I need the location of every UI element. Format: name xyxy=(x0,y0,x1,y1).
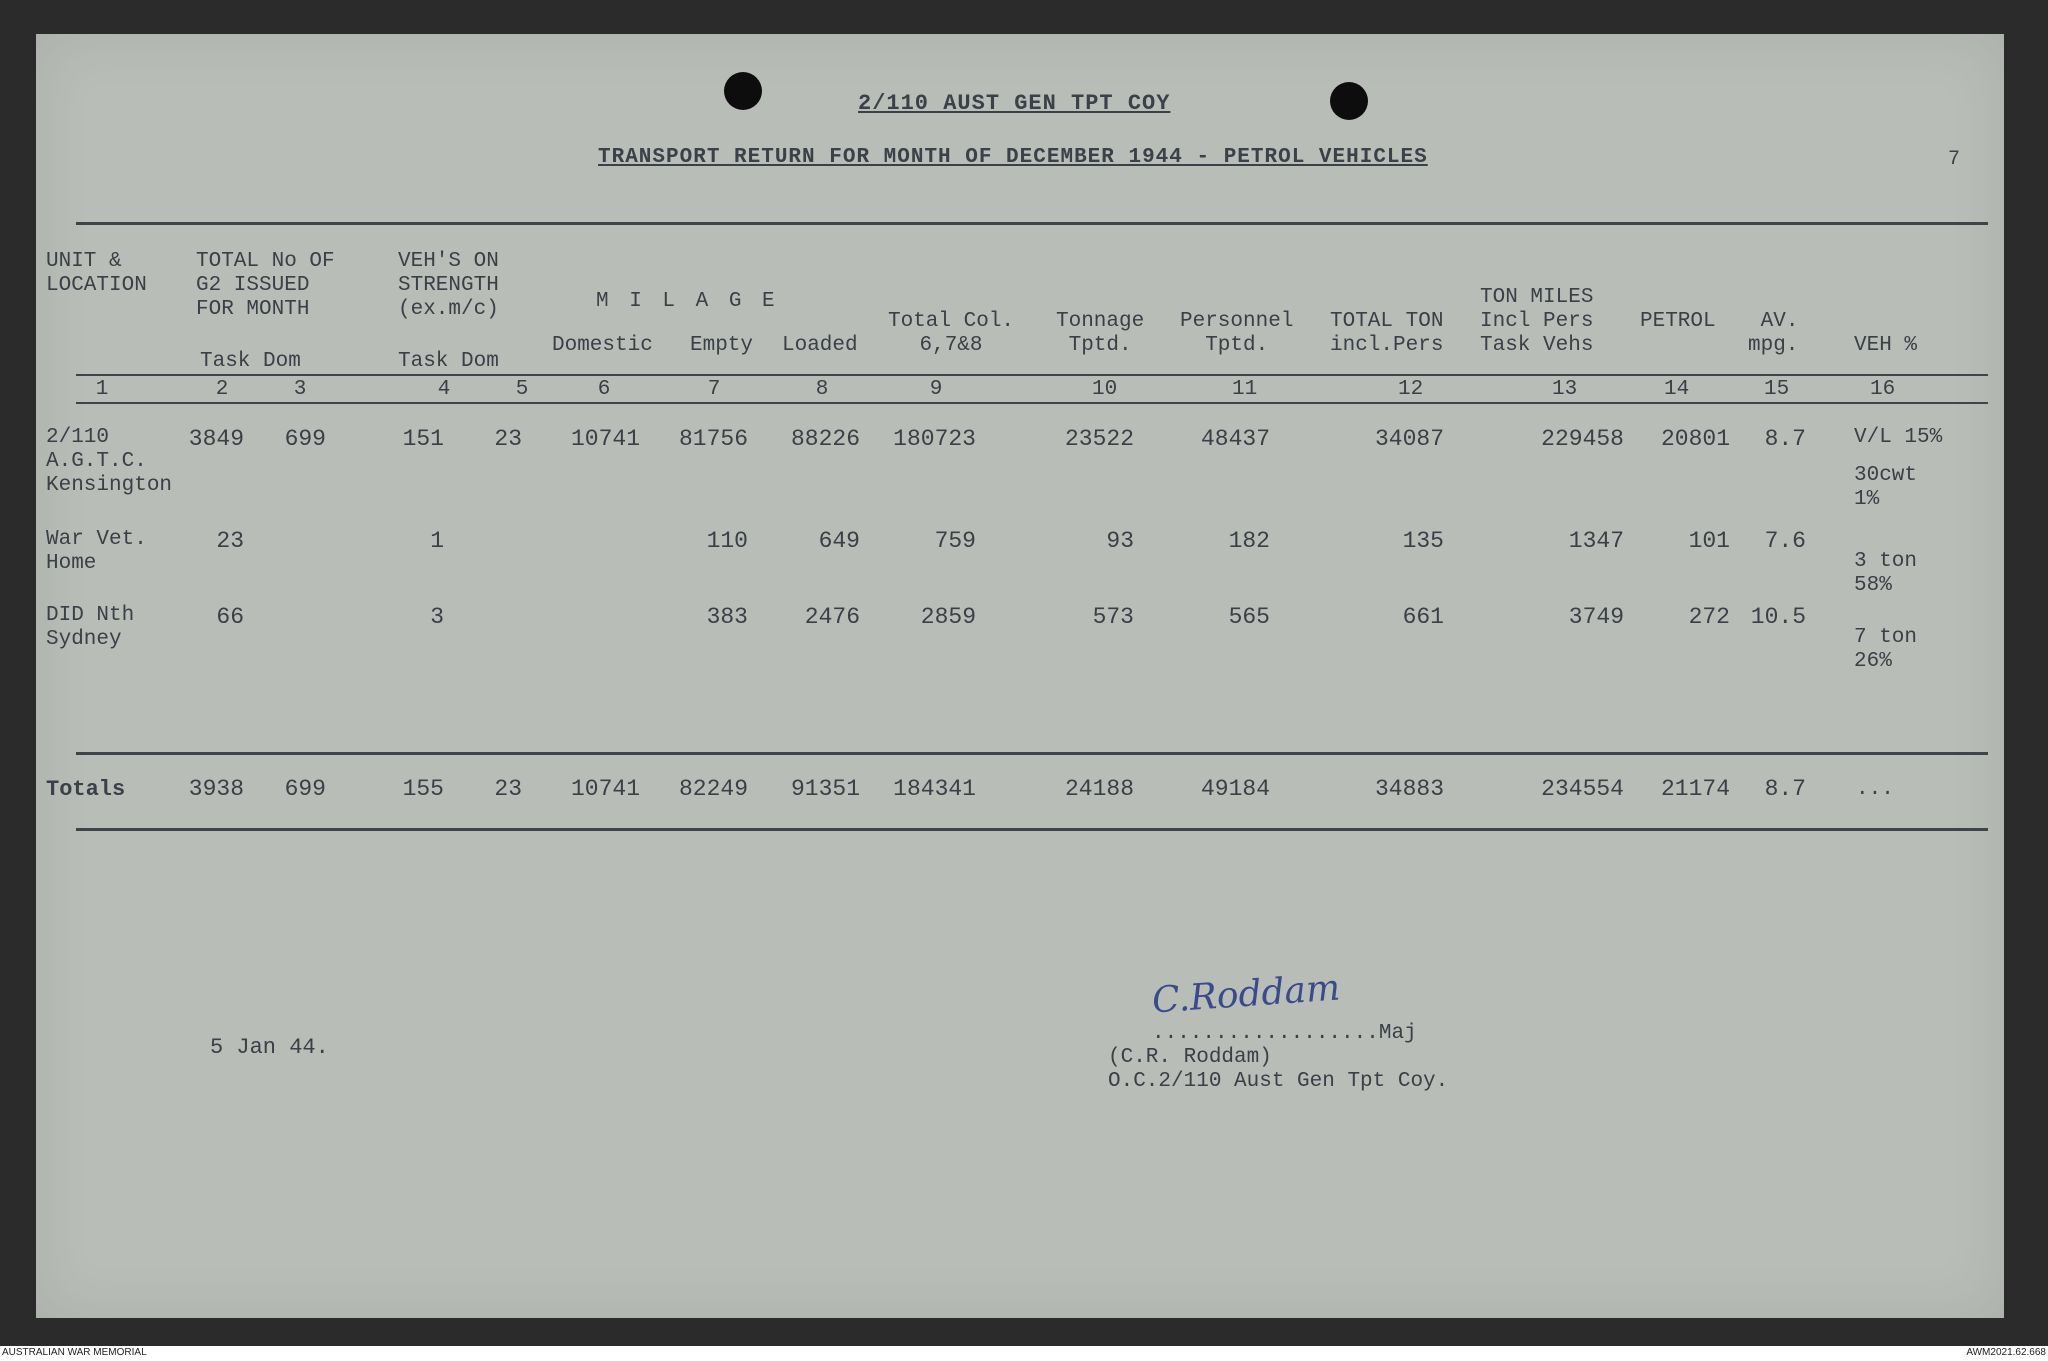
header-bottom-rule xyxy=(76,402,1988,404)
header-unit: UNIT & LOCATION xyxy=(46,250,147,297)
column-number: 1 xyxy=(95,378,109,401)
header-personnel: Personnel Tptd. xyxy=(1180,310,1294,357)
footer-right: AWM2021.62.668 xyxy=(1966,1347,2046,1358)
punch-hole-right xyxy=(1330,82,1368,120)
total-petrol: 21174 xyxy=(1660,776,1730,802)
total-total-col: 184341 xyxy=(893,776,976,802)
total-g2-task: 3938 xyxy=(188,776,244,802)
total-loaded: 91351 xyxy=(790,776,860,802)
column-number: 2 xyxy=(215,378,229,401)
column-number: 8 xyxy=(815,378,829,401)
total-veh-pct: ... xyxy=(1856,778,1894,801)
cell-mpg: 8.7 xyxy=(1764,426,1806,452)
total-veh-task: 155 xyxy=(402,776,444,802)
cell-g2-dom: 699 xyxy=(284,426,326,452)
header-task-dom-b: Task Dom xyxy=(398,350,499,373)
cell-g2-task: 66 xyxy=(216,604,244,630)
header-task-dom-a: Task Dom xyxy=(200,350,301,373)
cell-petrol: 101 xyxy=(1688,528,1730,554)
cell-loaded: 88226 xyxy=(790,426,860,452)
header-ton-miles: TON MILES Incl Pers Task Vehs xyxy=(1480,286,1594,357)
row-unit: 2/110 A.G.T.C. Kensington xyxy=(46,426,173,497)
cell-petrol: 272 xyxy=(1688,604,1730,630)
cell-personnel: 565 xyxy=(1228,604,1270,630)
cell-total-ton: 661 xyxy=(1402,604,1444,630)
header-milage: M I L A G E xyxy=(596,290,779,313)
column-number: 10 xyxy=(1092,378,1118,401)
cell-ton-miles: 1347 xyxy=(1568,528,1624,554)
header-loaded: Loaded xyxy=(782,334,858,357)
row-veh-pct: V/L 15% 30cwt 1% xyxy=(1854,426,1943,511)
row-veh-pct: 7 ton 26% xyxy=(1854,626,1918,673)
cell-tonnage: 93 xyxy=(1106,528,1134,554)
cell-g2-task: 23 xyxy=(216,528,244,554)
signatory-name: (C.R. Roddam) xyxy=(1108,1046,1272,1069)
document-page xyxy=(36,34,2004,1318)
header-domestic: Domestic xyxy=(552,334,653,357)
header-empty: Empty xyxy=(690,334,754,357)
column-number: 12 xyxy=(1398,378,1424,401)
column-number: 16 xyxy=(1870,378,1896,401)
document-subtitle: TRANSPORT RETURN FOR MONTH OF DECEMBER 1944 - PETROL VEHICLES xyxy=(598,146,1428,169)
cell-veh-task: 3 xyxy=(430,604,444,630)
cell-total-col: 180723 xyxy=(893,426,976,452)
cell-total-ton: 34087 xyxy=(1374,426,1444,452)
archive-footer xyxy=(0,1346,2048,1361)
column-number: 15 xyxy=(1764,378,1790,401)
cell-loaded: 649 xyxy=(818,528,860,554)
total-mpg: 8.7 xyxy=(1764,776,1806,802)
column-number: 6 xyxy=(597,378,611,401)
cell-mpg: 10.5 xyxy=(1750,604,1806,630)
header-top-rule xyxy=(76,222,1988,225)
header-total-col: Total Col. 6,7&8 xyxy=(888,310,1015,357)
cell-empty: 383 xyxy=(706,604,748,630)
total-empty: 82249 xyxy=(678,776,748,802)
column-number: 7 xyxy=(707,378,721,401)
cell-petrol: 20801 xyxy=(1660,426,1730,452)
document-date: 5 Jan 44. xyxy=(210,1035,329,1060)
header-vehs: VEH'S ON STRENGTH (ex.m/c) xyxy=(398,250,499,321)
signatory-position: O.C.2/110 Aust Gen Tpt Coy. xyxy=(1108,1070,1449,1093)
header-av-mpg: AV. mpg. xyxy=(1748,310,1799,357)
punch-hole-left xyxy=(724,72,762,110)
cell-g2-task: 3849 xyxy=(188,426,244,452)
handwritten-signature: C.Roddam xyxy=(1150,967,1342,1022)
column-number: 13 xyxy=(1552,378,1578,401)
margin-mark: 7 xyxy=(1948,148,1961,171)
cell-total-ton: 135 xyxy=(1402,528,1444,554)
cell-empty: 81756 xyxy=(678,426,748,452)
header-total-g2: TOTAL No OF G2 ISSUED FOR MONTH xyxy=(196,250,335,321)
cell-ton-miles: 229458 xyxy=(1541,426,1624,452)
header-total-ton: TOTAL TON incl.Pers xyxy=(1330,310,1444,357)
column-number: 3 xyxy=(293,378,307,401)
cell-personnel: 48437 xyxy=(1200,426,1270,452)
header-tonnage: Tonnage Tptd. xyxy=(1056,310,1145,357)
total-domestic: 10741 xyxy=(570,776,640,802)
signature-dots: ..................Maj xyxy=(1152,1022,1417,1045)
cell-veh-task: 1 xyxy=(430,528,444,554)
cell-veh-task: 151 xyxy=(402,426,444,452)
column-number: 11 xyxy=(1232,378,1258,401)
document-title: 2/110 AUST GEN TPT COY xyxy=(858,91,1171,116)
cell-ton-miles: 3749 xyxy=(1568,604,1624,630)
cell-tonnage: 23522 xyxy=(1064,426,1134,452)
cell-tonnage: 573 xyxy=(1092,604,1134,630)
cell-total-col: 2859 xyxy=(920,604,976,630)
row-veh-pct: 3 ton 58% xyxy=(1854,550,1918,597)
header-petrol: PETROL xyxy=(1640,310,1716,333)
cell-veh-dom: 23 xyxy=(494,426,522,452)
cell-personnel: 182 xyxy=(1228,528,1270,554)
total-g2-dom: 699 xyxy=(284,776,326,802)
totals-bottom-rule xyxy=(76,828,1988,831)
column-number: 14 xyxy=(1664,378,1690,401)
cell-domestic: 10741 xyxy=(570,426,640,452)
row-unit: War Vet. Home xyxy=(46,528,147,575)
totals-label: Totals xyxy=(46,777,126,802)
total-ton-miles: 234554 xyxy=(1541,776,1624,802)
column-number: 4 xyxy=(437,378,451,401)
total-veh-dom: 23 xyxy=(494,776,522,802)
column-number: 5 xyxy=(515,378,529,401)
header-mid-rule xyxy=(76,374,1988,376)
cell-empty: 110 xyxy=(706,528,748,554)
column-number: 9 xyxy=(929,378,943,401)
footer-left: AUSTRALIAN WAR MEMORIAL xyxy=(2,1347,147,1358)
total-total-ton: 34883 xyxy=(1374,776,1444,802)
header-veh-pct: VEH % xyxy=(1854,334,1918,357)
totals-top-rule xyxy=(76,752,1988,755)
total-personnel: 49184 xyxy=(1200,776,1270,802)
row-unit: DID Nth Sydney xyxy=(46,604,135,651)
cell-total-col: 759 xyxy=(934,528,976,554)
cell-loaded: 2476 xyxy=(804,604,860,630)
cell-mpg: 7.6 xyxy=(1764,528,1806,554)
total-tonnage: 24188 xyxy=(1064,776,1134,802)
